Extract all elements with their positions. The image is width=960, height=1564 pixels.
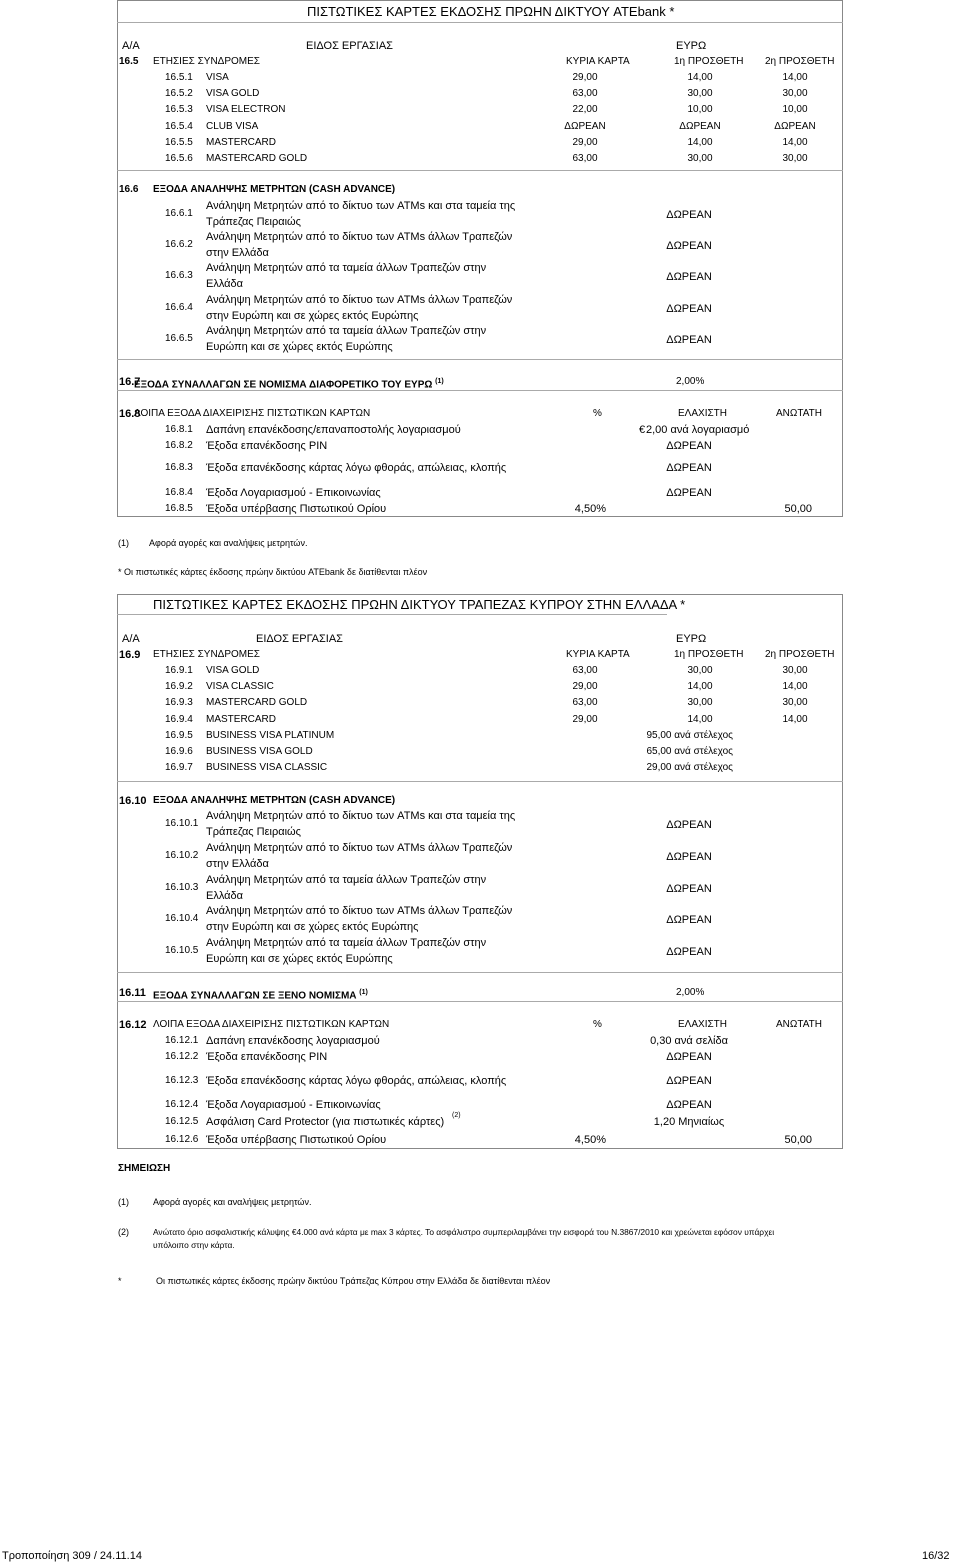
row-text: Έξοδα επανέκδοσης κάρτας λόγω φθοράς, απώλειας, κλοπής [206, 1075, 507, 1087]
header-currency: ΕΥΡΩ [676, 633, 707, 645]
footnote-mark: (1) [118, 1197, 129, 1207]
fee-main: ΔΩΡΕΑΝ [564, 120, 606, 132]
row-value: ΔΩΡΕΑΝ [666, 914, 712, 927]
section-code: 16.7 [119, 376, 141, 388]
row-text-line2: Ευρώπη και σε χώρες εκτός Ευρώπης [206, 340, 393, 353]
row-value: ΔΩΡΕΑΝ [666, 1075, 712, 1087]
fee-2nd: 14,00 [782, 136, 808, 148]
section-label: ΕΞΟΔΑ ΑΝΑΛΗΨΗΣ ΜΕΤΡΗΤΩΝ (CASH ADVANCE) [153, 795, 396, 806]
row-text-line1: Ανάληψη Μετρητών από το δίκτυο των ATMs άλλων Τραπεζών [206, 905, 513, 918]
fee-main: 63,00 [572, 88, 598, 100]
row-code: 16.6.3 [165, 270, 193, 282]
row-code: 16.6.1 [165, 208, 193, 219]
divider [117, 390, 843, 391]
row-code: 16.12.1 [165, 1035, 199, 1046]
card-name: MASTERCARD [206, 713, 277, 725]
section-code: 16.8 [119, 408, 141, 420]
row-value: ΔΩΡΕΑΝ [666, 850, 712, 863]
row-code: 16.8.2 [165, 440, 193, 451]
row-value: ΔΩΡΕΑΝ [666, 462, 712, 474]
section-code: 16.10 [119, 795, 147, 807]
fee-2nd: 30,00 [782, 88, 808, 100]
section-label: ΛΟΙΠΑ ΕΞΟΔΑ ΔΙΑΧΕΙΡΙΣΗΣ ΠΙΣΤΩΤΙΚΩΝ ΚΑΡΤΩΝ [134, 408, 371, 419]
row-text-line2: στην Ευρώπη και σε χώρες εκτός Ευρώπης [206, 309, 419, 322]
footnote-text: Αφορά αγορές και αναλήψεις μετρητών. [153, 1197, 312, 1207]
footnote-text-cont: υπόλοιπο στην κάρτα. [153, 1240, 235, 1250]
header-currency: ΕΥΡΩ [676, 40, 707, 52]
row-code: 16.10.5 [165, 945, 199, 957]
header-type: ΕΙΔΟΣ ΕΡΓΑΣΙΑΣ [256, 633, 343, 645]
row-text-line1: Ανάληψη Μετρητών από το δίκτυο των ATMs άλλων Τραπεζών [206, 231, 513, 244]
section-label: ΛΟΙΠΑ ΕΞΟΔΑ ΔΙΑΧΕΙΡΙΣΗΣ ΠΙΣΤΩΤΙΚΩΝ ΚΑΡΤΩΝ [153, 1019, 390, 1030]
row-code: 16.9.6 [165, 746, 193, 758]
row-pct: 4,50% [574, 1134, 606, 1146]
footnote-star: * Οι πιστωτικές κάρτες έκδοσης πρώην δικτύου ATEbank δε διατίθενται πλέον [118, 567, 428, 577]
header-aa: Α/Α [122, 633, 140, 645]
card-name: MASTERCARD GOLD [206, 697, 308, 709]
row-text-line1: Ανάληψη Μετρητών από τα ταμεία άλλων Τραπεζών στην [206, 937, 487, 950]
row-code: 16.6.5 [165, 332, 193, 344]
row-text-line2: στην Ελλάδα [206, 857, 269, 870]
row-value: 1,20 Μηνιαίως [653, 1116, 725, 1128]
row-text: Έξοδα υπέρβασης Πιστωτικού Ορίου [206, 1134, 387, 1146]
fx-fee-value: 2,00% [676, 987, 705, 998]
row-code: 16.9.7 [165, 762, 193, 774]
footnote-text: Αφορά αγορές και αναλήψεις μετρητών. [149, 538, 308, 548]
footnote-mark: (2) [118, 1227, 129, 1237]
row-code: 16.12.3 [165, 1075, 199, 1086]
section-label: ΕΤΗΣΙΕΣ ΣΥΝΔΡΟΜΕΣ [153, 56, 260, 67]
fee-main: 63,00 [572, 697, 598, 709]
divider [117, 22, 843, 23]
fee-main: 63,00 [572, 665, 598, 676]
row-text: Έξοδα επανέκδοσης κάρτας λόγω φθοράς, απώλειας, κλοπής [206, 462, 507, 474]
row-text-line1: Ανάληψη Μετρητών από το δίκτυο των ATMs άλλων Τραπεζών [206, 841, 513, 854]
col-header-pct: % [593, 408, 602, 419]
row-text-line1: Ανάληψη Μετρητών από το δίκτυο των ATMs άλλων Τραπεζών [206, 293, 513, 306]
card-name: VISA CLASSIC [206, 681, 274, 693]
row-value: ΔΩΡΕΑΝ [666, 1051, 712, 1063]
row-text-line2: Τράπεζας Πειραιώς [206, 216, 301, 228]
fee-2nd: 14,00 [782, 681, 808, 693]
divider [117, 972, 843, 973]
fee-1st: 30,00 [687, 697, 713, 709]
table-cyprus-frame [117, 594, 843, 1149]
fee-main: 29,00 [572, 136, 598, 148]
card-name: MASTERCARD GOLD [206, 153, 308, 164]
row-code: 16.9.3 [165, 697, 193, 709]
row-code: 16.5.1 [165, 72, 193, 83]
fee-1st: 14,00 [687, 72, 713, 83]
card-name: CLUB VISA [206, 120, 259, 132]
col-header-2nd: 2η ΠΡΟΣΘΕΤΗ [765, 649, 835, 660]
fee-main: 29,00 [572, 681, 598, 693]
col-header-min: ΕΛΑΧΙΣΤΗ [678, 1019, 727, 1030]
row-code: 16.10.4 [165, 913, 199, 925]
fee-1st: ΔΩΡΕΑΝ [679, 120, 721, 132]
fee-1st: 30,00 [687, 88, 713, 100]
footnote-text: Οι πιστωτικές κάρτες έκδοσης πρώην δικτύου Τράπεζας Κύπρου στην Ελλάδα δε διατίθενται πλέον [156, 1276, 551, 1286]
section-label: ΕΞΟΔΑ ΑΝΑΛΗΨΗΣ ΜΕΤΡΗΤΩΝ (CASH ADVANCE) [153, 184, 396, 195]
row-code: 16.5.2 [165, 88, 193, 100]
fee-1st: 30,00 [687, 665, 713, 676]
table-cyprus-title: ΠΙΣΤΩΤΙΚΕΣ ΚΑΡΤΕΣ ΕΚΔΟΣΗΣ ΠΡΩΗΝ ΔΙΚΤΥΟΥ ΤΡΑΠΕΖΑΣ ΚΥΠΡΟΥ ΣΤΗΝ ΕΛΛΑΔΑ * [153, 597, 686, 612]
col-header-max: ΑΝΩΤΑΤΗ [776, 408, 822, 419]
row-text-line2: Ευρώπη και σε χώρες εκτός Ευρώπης [206, 953, 393, 966]
row-text-line2: στην Ευρώπη και σε χώρες εκτός Ευρώπης [206, 921, 419, 934]
row-text: Έξοδα Λογαριασμού - Επικοινωνίας [206, 487, 381, 499]
row-value: ΔΩΡΕΑΝ [666, 819, 712, 831]
divider [117, 781, 843, 782]
row-code: 16.5.4 [165, 120, 193, 132]
row-text-line2: Ελλάδα [206, 889, 244, 902]
footnote-text: Ανώτατο όριο ασφαλιστικής κάλυψης €4.000 ανά κάρτα με max 3 κάρτες. Το ασφάλιστρο συμπεριλαμβάνει την εισφορά του Ν.3867/2010 και χρεώνεται εφόσον υπάρχει [153, 1227, 775, 1237]
fx-fee-value: 2,00% [676, 376, 705, 387]
card-name: VISA ELECTRON [206, 104, 286, 116]
col-header-2nd: 2η ΠΡΟΣΘΕΤΗ [765, 56, 835, 67]
footnote-ref: (2) [452, 1112, 461, 1119]
row-value: ΔΩΡΕΑΝ [666, 333, 712, 346]
row-value: ΔΩΡΕΑΝ [666, 271, 712, 284]
col-header-1st: 1η ΠΡΟΣΘΕΤΗ [674, 56, 744, 67]
row-value: 2,00 ανά λογαριασμό [646, 424, 750, 436]
row-code: 16.9.1 [165, 665, 193, 676]
card-name: MASTERCARD [206, 136, 277, 148]
row-text: Ασφάλιση Card Protector (για πιστωτικές κάρτες) [206, 1116, 445, 1128]
row-code: 16.9.5 [165, 730, 193, 741]
row-value: ΔΩΡΕΑΝ [666, 882, 712, 895]
divider [117, 170, 843, 171]
row-text-line1: Ανάληψη Μετρητών από τα ταμεία άλλων Τραπεζών στην [206, 262, 487, 275]
row-code: 16.6.2 [165, 239, 193, 251]
fee-per-officer: 29,00 ανά στέλεχος [646, 762, 733, 774]
card-name: VISA GOLD [206, 665, 260, 676]
section-code: 16.5 [119, 56, 139, 67]
fee-main: 29,00 [572, 72, 598, 83]
row-text-line1: Ανάληψη Μετρητών από τα ταμεία άλλων Τραπεζών στην [206, 873, 487, 886]
section-code: 16.11 [119, 987, 146, 999]
row-text-line1: Ανάληψη Μετρητών από το δίκτυο των ATMs και στα ταμεία της [206, 200, 516, 212]
fee-2nd: 14,00 [782, 713, 808, 725]
divider [117, 359, 843, 360]
row-code: 16.8.1 [165, 424, 193, 435]
fee-2nd: 10,00 [782, 104, 808, 116]
section-label-text: ΕΞΟΔΑ ΣΥΝΑΛΛΑΓΩΝ ΣΕ ΝΟΜΙΣΜΑ ΔΙΑΦΟΡΕΤΙΚΟ ΤΟΥ ΕΥΡΩ [134, 379, 433, 391]
fee-1st: 14,00 [687, 713, 713, 725]
row-max: 50,00 [784, 503, 812, 515]
row-text: Έξοδα επανέκδοσης PIN [206, 440, 328, 452]
notes-title: ΣΗΜΕΙΩΣΗ [118, 1163, 171, 1174]
card-name: BUSINESS VISA GOLD [206, 746, 313, 758]
footer-page-number: 16/32 [922, 1550, 950, 1562]
fee-2nd: 14,00 [782, 72, 808, 83]
row-code: 16.10.1 [165, 818, 199, 829]
row-value: ΔΩΡΕΑΝ [666, 946, 712, 959]
row-text-line2: στην Ελλάδα [206, 247, 269, 260]
col-header-min: ΕΛΑΧΙΣΤΗ [678, 408, 727, 419]
row-pct: 4,50% [574, 503, 606, 515]
row-value: ΔΩΡΕΑΝ [666, 440, 712, 452]
row-code: 16.9.4 [165, 713, 193, 725]
row-text-line2: Ελλάδα [206, 278, 244, 291]
row-text: Δαπάνη επανέκδοσης/επαναποστολής λογαριασμού [206, 424, 461, 436]
footnote-mark: (1) [118, 538, 129, 548]
euro-sign: € [639, 424, 646, 436]
col-header-main: ΚΥΡΙΑ ΚΑΡΤΑ [566, 649, 630, 660]
row-code: 16.9.2 [165, 681, 193, 693]
fee-per-officer: 95,00 ανά στέλεχος [646, 730, 733, 741]
col-header-pct: % [593, 1019, 602, 1030]
footer-revision: Τροποποίηση 309 / 24.11.14 [2, 1550, 142, 1562]
row-value: ΔΩΡΕΑΝ [666, 487, 712, 499]
col-header-max: ΑΝΩΤΑΤΗ [776, 1019, 822, 1030]
divider [117, 614, 667, 615]
row-value: ΔΩΡΕΑΝ [666, 1099, 712, 1111]
section-code: 16.12 [119, 1019, 147, 1031]
row-text: Έξοδα υπέρβασης Πιστωτικού Ορίου [206, 503, 387, 515]
footnote-ref: (1) [435, 378, 444, 385]
row-text: Έξοδα Λογαριασμού - Επικοινωνίας [206, 1099, 381, 1111]
row-text-line1: Ανάληψη Μετρητών από τα ταμεία άλλων Τραπεζών στην [206, 324, 487, 337]
section-label: ΕΤΗΣΙΕΣ ΣΥΝΔΡΟΜΕΣ [153, 649, 260, 660]
col-header-main: ΚΥΡΙΑ ΚΑΡΤΑ [566, 56, 630, 67]
section-code: 16.6 [119, 184, 139, 195]
fee-main: 63,00 [572, 153, 598, 164]
footnote-ref: (1) [359, 989, 368, 996]
row-value: ΔΩΡΕΑΝ [666, 302, 712, 315]
row-code: 16.12.6 [165, 1134, 199, 1145]
card-name: BUSINESS VISA CLASSIC [206, 762, 328, 774]
fee-1st: 14,00 [687, 136, 713, 148]
header-type: ΕΙΔΟΣ ΕΡΓΑΣΙΑΣ [306, 40, 393, 52]
row-max: 50,00 [784, 1134, 812, 1146]
row-code: 16.12.2 [165, 1051, 199, 1062]
fee-2nd: ΔΩΡΕΑΝ [774, 120, 816, 132]
col-header-1st: 1η ΠΡΟΣΘΕΤΗ [674, 649, 744, 660]
row-value: 0,30 ανά σελίδα [650, 1035, 728, 1047]
row-code: 16.12.4 [165, 1099, 199, 1110]
row-code: 16.5.5 [165, 136, 193, 148]
row-code: 16.8.4 [165, 487, 193, 498]
row-text-line2: Τράπεζας Πειραιώς [206, 826, 301, 838]
card-name: BUSINESS VISA PLATINUM [206, 730, 335, 741]
table-ate-title: ΠΙΣΤΩΤΙΚΕΣ ΚΑΡΤΕΣ ΕΚΔΟΣΗΣ ΠΡΩΗΝ ΔΙΚΤΥΟΥ ATEbank * [307, 4, 675, 19]
row-code: 16.8.3 [165, 462, 193, 473]
row-text: Δαπάνη επανέκδοσης λογαριασμού [206, 1035, 380, 1047]
fee-1st: 30,00 [687, 153, 713, 164]
fee-1st: 14,00 [687, 681, 713, 693]
fee-main: 29,00 [572, 713, 598, 725]
header-aa: Α/Α [122, 40, 140, 52]
divider [117, 1001, 843, 1002]
section-code: 16.9 [119, 649, 141, 661]
fee-2nd: 30,00 [782, 697, 808, 709]
row-code: 16.5.6 [165, 153, 193, 164]
row-text-line1: Ανάληψη Μετρητών από το δίκτυο των ATMs και στα ταμεία της [206, 810, 516, 822]
row-code: 16.8.5 [165, 503, 193, 514]
fee-2nd: 30,00 [782, 153, 808, 164]
row-code: 16.10.3 [165, 881, 199, 893]
row-text: Έξοδα επανέκδοσης PIN [206, 1051, 328, 1063]
row-code: 16.10.2 [165, 849, 199, 861]
row-code: 16.5.3 [165, 104, 193, 116]
footnote-mark: * [118, 1276, 122, 1286]
row-value: ΔΩΡΕΑΝ [666, 209, 712, 221]
card-name: VISA GOLD [206, 88, 260, 100]
card-name: VISA [206, 72, 229, 83]
row-code: 16.6.4 [165, 301, 193, 313]
row-value: ΔΩΡΕΑΝ [666, 240, 712, 253]
section-label-text: ΕΞΟΔΑ ΣΥΝΑΛΛΑΓΩΝ ΣΕ ΞΕΝΟ ΝΟΜΙΣΜΑ [153, 990, 357, 1002]
row-code: 16.12.5 [165, 1116, 199, 1127]
fee-main: 22,00 [572, 104, 598, 116]
fee-1st: 10,00 [687, 104, 713, 116]
fee-2nd: 30,00 [782, 665, 808, 676]
fee-per-officer: 65,00 ανά στέλεχος [646, 746, 733, 758]
